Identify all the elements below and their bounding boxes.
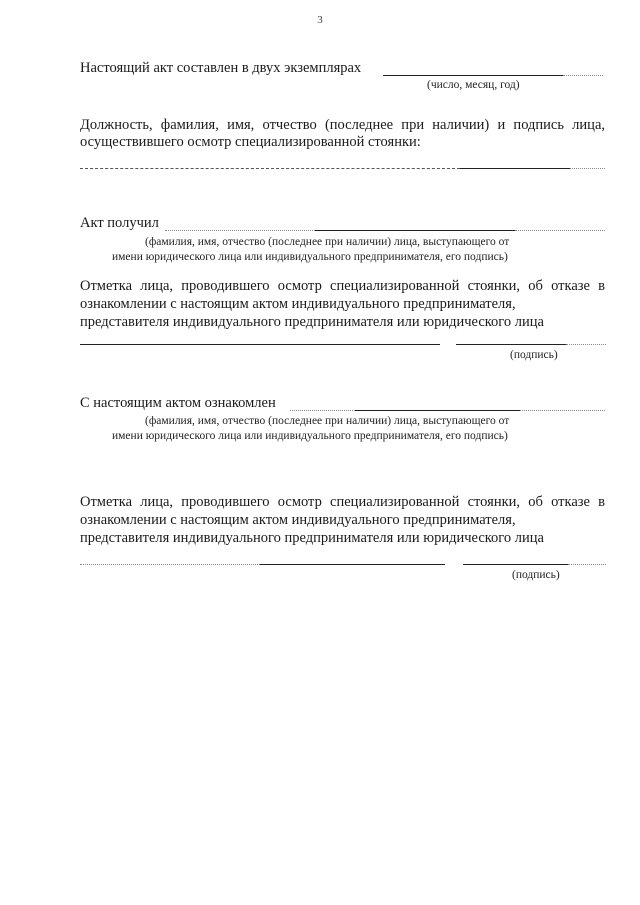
acquainted-line-faint-2 <box>520 410 605 411</box>
refusal2-name-line <box>260 564 445 565</box>
refusal1-caption: (подпись) <box>510 349 558 361</box>
date-field-line <box>383 75 563 76</box>
inspector-signature-line-solid <box>460 168 570 169</box>
inspector-line-1: Должность, фамилия, имя, отчество (последнее при наличии) и подпись лица, <box>80 117 605 133</box>
received-line-faint <box>165 230 315 231</box>
received-line-faint-2 <box>515 230 605 231</box>
refusal2-name-line-faint <box>80 564 260 565</box>
received-caption-2: имени юридического лица или индивидуального предпринимателя, его подпись) <box>112 251 508 263</box>
inspector-signature-line <box>80 168 460 169</box>
date-field-line-faint <box>563 75 603 76</box>
acquainted-caption-2: имени юридического лица или индивидуального предпринимателя, его подпись) <box>112 430 508 442</box>
refusal1-signature-line-faint <box>566 344 606 345</box>
date-caption: (число, месяц, год) <box>427 79 520 91</box>
page-number: 3 <box>317 14 323 26</box>
acquainted-label: С настоящим актом ознакомлен <box>80 395 276 411</box>
inspector-signature-line-faint <box>570 168 605 169</box>
refusal1-line-1: Отметка лица, проводившего осмотр специализированной стоянки, об отказе в <box>80 278 605 294</box>
refusal2-caption: (подпись) <box>512 569 560 581</box>
refusal1-line-3: представителя индивидуального предпринимателя или юридического лица <box>80 314 544 330</box>
refusal2-signature-line-faint <box>568 564 606 565</box>
refusal1-signature-line <box>456 344 566 345</box>
acquainted-line <box>355 410 520 411</box>
inspector-line-2: осуществившего осмотр специализированной стоянки: <box>80 134 421 150</box>
refusal2-line-3: представителя индивидуального предпринимателя или юридического лица <box>80 530 544 546</box>
copies-text: Настоящий акт составлен в двух экземплярах <box>80 60 362 76</box>
refusal2-signature-line <box>463 564 568 565</box>
received-caption-1: (фамилия, имя, отчество (последнее при наличии) лица, выступающего от <box>145 236 510 248</box>
acquainted-caption-1: (фамилия, имя, отчество (последнее при наличии) лица, выступающего от <box>145 415 510 427</box>
refusal2-line-1: Отметка лица, проводившего осмотр специализированной стоянки, об отказе в <box>80 494 605 510</box>
acquainted-line-faint <box>290 410 355 411</box>
received-line <box>315 230 515 231</box>
refusal1-line-2: ознакомлении с настоящим актом индивидуального предпринимателя, <box>80 296 516 312</box>
refusal1-name-line <box>80 344 440 345</box>
refusal2-line-2: ознакомлении с настоящим актом индивидуального предпринимателя, <box>80 512 516 528</box>
received-label: Акт получил <box>80 215 159 231</box>
